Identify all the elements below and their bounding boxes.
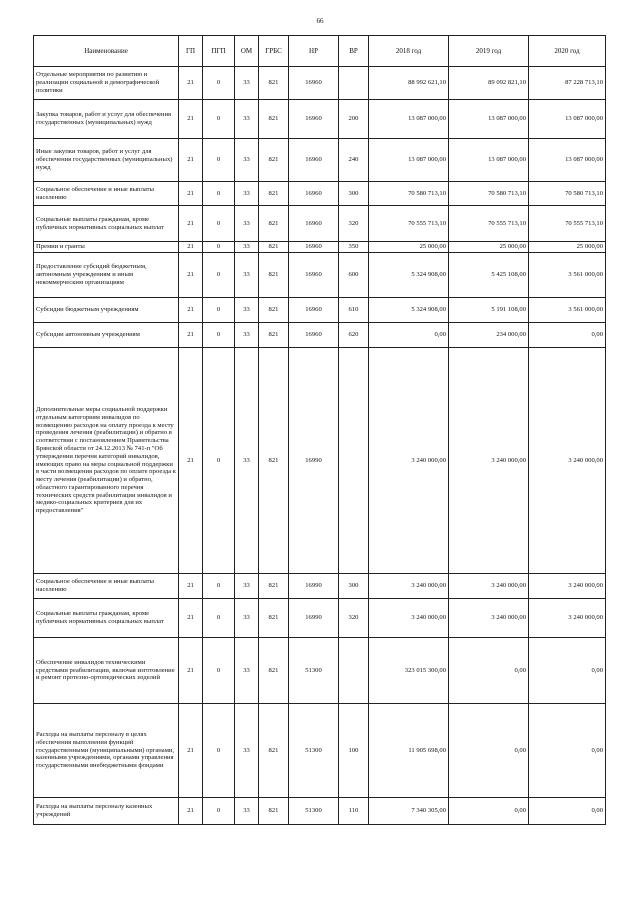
row-om: 33 xyxy=(235,182,259,206)
row-pgp: 0 xyxy=(203,182,235,206)
row-vr: 200 xyxy=(339,100,369,139)
row-om: 33 xyxy=(235,574,259,599)
row-2019: 5 425 108,00 xyxy=(449,253,529,298)
row-np: 16960 xyxy=(289,206,339,242)
table-row xyxy=(34,298,606,323)
row-np: 16960 xyxy=(289,182,339,206)
row-2019: 3 240 000,00 xyxy=(449,348,529,574)
row-2019: 0,00 xyxy=(449,638,529,704)
row-2019: 3 240 000,00 xyxy=(449,574,529,599)
row-om: 33 xyxy=(235,242,259,253)
row-name: Социальные выплаты гражданам, кроме публичных нормативных социальных выплат xyxy=(34,206,179,242)
row-2018: 5 324 908,00 xyxy=(369,253,449,298)
table-row xyxy=(34,599,606,638)
row-2018: 0,00 xyxy=(369,323,449,348)
header-np: НР xyxy=(289,36,339,67)
row-name: Обеспечение инвалидов техническими средствами реабилитации, включая изготовление и ремонт протезно-ортопедических изделий xyxy=(34,638,179,704)
row-2019: 3 240 000,00 xyxy=(449,599,529,638)
row-2020: 87 228 713,10 xyxy=(529,67,606,100)
row-2020: 13 087 000,00 xyxy=(529,139,606,182)
header-pgp: ПГП xyxy=(203,36,235,67)
row-2019: 5 191 108,00 xyxy=(449,298,529,323)
row-np: 16990 xyxy=(289,599,339,638)
header-om: ОМ xyxy=(235,36,259,67)
row-pgp: 0 xyxy=(203,599,235,638)
row-om: 33 xyxy=(235,323,259,348)
header-2018: 2018 год xyxy=(369,36,449,67)
row-2018: 7 340 305,00 xyxy=(369,798,449,825)
row-gp: 21 xyxy=(179,206,203,242)
row-2018: 25 000,00 xyxy=(369,242,449,253)
row-grbs: 821 xyxy=(259,798,289,825)
row-2018: 70 580 713,10 xyxy=(369,182,449,206)
row-2019: 89 092 821,10 xyxy=(449,67,529,100)
row-2020: 3 561 000,00 xyxy=(529,253,606,298)
row-np: 16960 xyxy=(289,242,339,253)
row-vr: 300 xyxy=(339,574,369,599)
row-2020: 3 240 000,00 xyxy=(529,574,606,599)
header-gp: ГП xyxy=(179,36,203,67)
row-gp: 21 xyxy=(179,100,203,139)
page-number: 66 xyxy=(316,17,324,25)
row-pgp: 0 xyxy=(203,206,235,242)
row-2020: 0,00 xyxy=(529,704,606,798)
row-2020: 25 000,00 xyxy=(529,242,606,253)
row-2019: 70 580 713,10 xyxy=(449,182,529,206)
row-2020: 70 555 713,10 xyxy=(529,206,606,242)
table-row xyxy=(34,100,606,139)
row-2020: 0,00 xyxy=(529,798,606,825)
row-pgp: 0 xyxy=(203,67,235,100)
row-om: 33 xyxy=(235,348,259,574)
row-2018: 3 240 000,00 xyxy=(369,574,449,599)
row-2018: 5 324 908,00 xyxy=(369,298,449,323)
row-om: 33 xyxy=(235,139,259,182)
row-np: 16960 xyxy=(289,100,339,139)
row-vr: 300 xyxy=(339,182,369,206)
row-vr: 620 xyxy=(339,323,369,348)
row-2019: 0,00 xyxy=(449,704,529,798)
table-row xyxy=(34,139,606,182)
row-2018: 13 087 000,00 xyxy=(369,100,449,139)
row-gp: 21 xyxy=(179,638,203,704)
row-gp: 21 xyxy=(179,704,203,798)
row-2020: 70 580 713,10 xyxy=(529,182,606,206)
row-2020: 0,00 xyxy=(529,323,606,348)
header-grbs: ГРБС xyxy=(259,36,289,67)
table-row xyxy=(34,323,606,348)
row-name: Дополнительные меры социальной поддержки отдельным категориям инвалидов по возмещению расходов на оплату проезда к месту проведения лечения (реабилитации) и обратно в соответствии с постановлением Правительства Брянской области от 24.12.2013 № 741-п "Об утверждении перечня категорий инвалидов, имеющих право на меры социальной поддержки в части возмещения расходов по оплате проезда к месту лечения (реабилитации) и обратно, областного гарантированного перечня технических средств реабилитации инвалидов и медико-социальных критериев для их предоставления" xyxy=(34,348,179,574)
row-np: 16990 xyxy=(289,574,339,599)
row-vr xyxy=(339,67,369,100)
row-name: Отдельные мероприятия по развитию и реализации социальной и демографической политики xyxy=(34,67,179,100)
row-name: Предоставление субсидий бюджетным, автономным учреждениям и иным некоммерческим организациям xyxy=(34,253,179,298)
row-pgp: 0 xyxy=(203,242,235,253)
row-gp: 21 xyxy=(179,242,203,253)
row-grbs: 821 xyxy=(259,182,289,206)
row-2019: 13 087 000,00 xyxy=(449,100,529,139)
row-grbs: 821 xyxy=(259,100,289,139)
row-2018: 88 992 621,10 xyxy=(369,67,449,100)
row-pgp: 0 xyxy=(203,574,235,599)
table-row xyxy=(34,242,606,253)
budget-table xyxy=(33,35,606,825)
table-row xyxy=(34,574,606,599)
row-gp: 21 xyxy=(179,67,203,100)
row-gp: 21 xyxy=(179,253,203,298)
row-np: 16990 xyxy=(289,348,339,574)
row-vr: 320 xyxy=(339,599,369,638)
row-np: 16960 xyxy=(289,67,339,100)
table-row xyxy=(34,253,606,298)
row-name: Социальные выплаты гражданам, кроме публичных нормативных социальных выплат xyxy=(34,599,179,638)
row-vr: 610 xyxy=(339,298,369,323)
row-2019: 25 000,00 xyxy=(449,242,529,253)
row-2018: 11 905 698,00 xyxy=(369,704,449,798)
table-row xyxy=(34,704,606,798)
row-vr: 240 xyxy=(339,139,369,182)
row-om: 33 xyxy=(235,638,259,704)
row-om: 33 xyxy=(235,298,259,323)
row-grbs: 821 xyxy=(259,298,289,323)
table-row xyxy=(34,348,606,574)
row-np: 51300 xyxy=(289,704,339,798)
row-pgp: 0 xyxy=(203,348,235,574)
row-om: 33 xyxy=(235,599,259,638)
row-np: 51300 xyxy=(289,798,339,825)
row-2019: 13 087 000,00 xyxy=(449,139,529,182)
row-name: Расходы на выплаты персоналу казенных учреждений xyxy=(34,798,179,825)
row-om: 33 xyxy=(235,206,259,242)
row-pgp: 0 xyxy=(203,298,235,323)
table-row xyxy=(34,206,606,242)
row-name: Субсидии автономным учреждениям xyxy=(34,323,179,348)
row-2018: 70 555 713,10 xyxy=(369,206,449,242)
header-name: Наименование xyxy=(34,36,179,67)
table-row xyxy=(34,638,606,704)
table-row xyxy=(34,182,606,206)
row-om: 33 xyxy=(235,253,259,298)
table-row xyxy=(34,67,606,100)
row-grbs: 821 xyxy=(259,139,289,182)
row-2019: 234 000,00 xyxy=(449,323,529,348)
row-2020: 0,00 xyxy=(529,638,606,704)
row-np: 16960 xyxy=(289,298,339,323)
row-grbs: 821 xyxy=(259,206,289,242)
row-vr xyxy=(339,638,369,704)
row-2020: 13 087 000,00 xyxy=(529,100,606,139)
row-2018: 3 240 000,00 xyxy=(369,599,449,638)
table-row xyxy=(34,798,606,825)
row-grbs: 821 xyxy=(259,67,289,100)
row-vr: 320 xyxy=(339,206,369,242)
row-grbs: 821 xyxy=(259,638,289,704)
row-om: 33 xyxy=(235,704,259,798)
row-vr: 600 xyxy=(339,253,369,298)
row-gp: 21 xyxy=(179,798,203,825)
table-header-row xyxy=(34,36,606,67)
row-np: 16960 xyxy=(289,253,339,298)
row-2020: 3 561 000,00 xyxy=(529,298,606,323)
row-grbs: 821 xyxy=(259,323,289,348)
row-gp: 21 xyxy=(179,298,203,323)
header-vr: ВР xyxy=(339,36,369,67)
row-gp: 21 xyxy=(179,182,203,206)
row-name: Иные закупки товаров, работ и услуг для обеспечения государственных (муниципальных) нужд xyxy=(34,139,179,182)
row-np: 16960 xyxy=(289,323,339,348)
row-om: 33 xyxy=(235,798,259,825)
row-vr: 110 xyxy=(339,798,369,825)
row-pgp: 0 xyxy=(203,638,235,704)
row-grbs: 821 xyxy=(259,348,289,574)
row-gp: 21 xyxy=(179,574,203,599)
row-name: Расходы на выплаты персоналу в целях обеспечения выполнения функций государственными (муниципальными) органами, казенными учреждениями, органами управления государственными внебюджетными фондами xyxy=(34,704,179,798)
row-grbs: 821 xyxy=(259,242,289,253)
row-2020: 3 240 000,00 xyxy=(529,348,606,574)
row-vr: 350 xyxy=(339,242,369,253)
row-2018: 13 087 000,00 xyxy=(369,139,449,182)
header-2019: 2019 год xyxy=(449,36,529,67)
row-grbs: 821 xyxy=(259,599,289,638)
row-pgp: 0 xyxy=(203,139,235,182)
row-pgp: 0 xyxy=(203,323,235,348)
row-name: Социальное обеспечение и иные выплаты населению xyxy=(34,574,179,599)
row-om: 33 xyxy=(235,67,259,100)
row-pgp: 0 xyxy=(203,798,235,825)
row-2019: 70 555 713,10 xyxy=(449,206,529,242)
row-name: Премии и гранты xyxy=(34,242,179,253)
row-grbs: 821 xyxy=(259,704,289,798)
row-2018: 323 015 300,00 xyxy=(369,638,449,704)
row-gp: 21 xyxy=(179,139,203,182)
row-pgp: 0 xyxy=(203,704,235,798)
row-2020: 3 240 000,00 xyxy=(529,599,606,638)
row-pgp: 0 xyxy=(203,253,235,298)
row-np: 51300 xyxy=(289,638,339,704)
row-vr: 100 xyxy=(339,704,369,798)
row-grbs: 821 xyxy=(259,253,289,298)
row-np: 16960 xyxy=(289,139,339,182)
row-vr xyxy=(339,348,369,574)
header-2020: 2020 год xyxy=(529,36,606,67)
row-2019: 0,00 xyxy=(449,798,529,825)
row-gp: 21 xyxy=(179,323,203,348)
row-grbs: 821 xyxy=(259,574,289,599)
row-gp: 21 xyxy=(179,348,203,574)
row-gp: 21 xyxy=(179,599,203,638)
row-om: 33 xyxy=(235,100,259,139)
row-name: Закупка товаров, работ и услуг для обеспечения государственных (муниципальных) нужд xyxy=(34,100,179,139)
row-name: Социальное обеспечение и иные выплаты населению xyxy=(34,182,179,206)
row-2018: 3 240 000,00 xyxy=(369,348,449,574)
row-name: Субсидии бюджетным учреждениям xyxy=(34,298,179,323)
row-pgp: 0 xyxy=(203,100,235,139)
